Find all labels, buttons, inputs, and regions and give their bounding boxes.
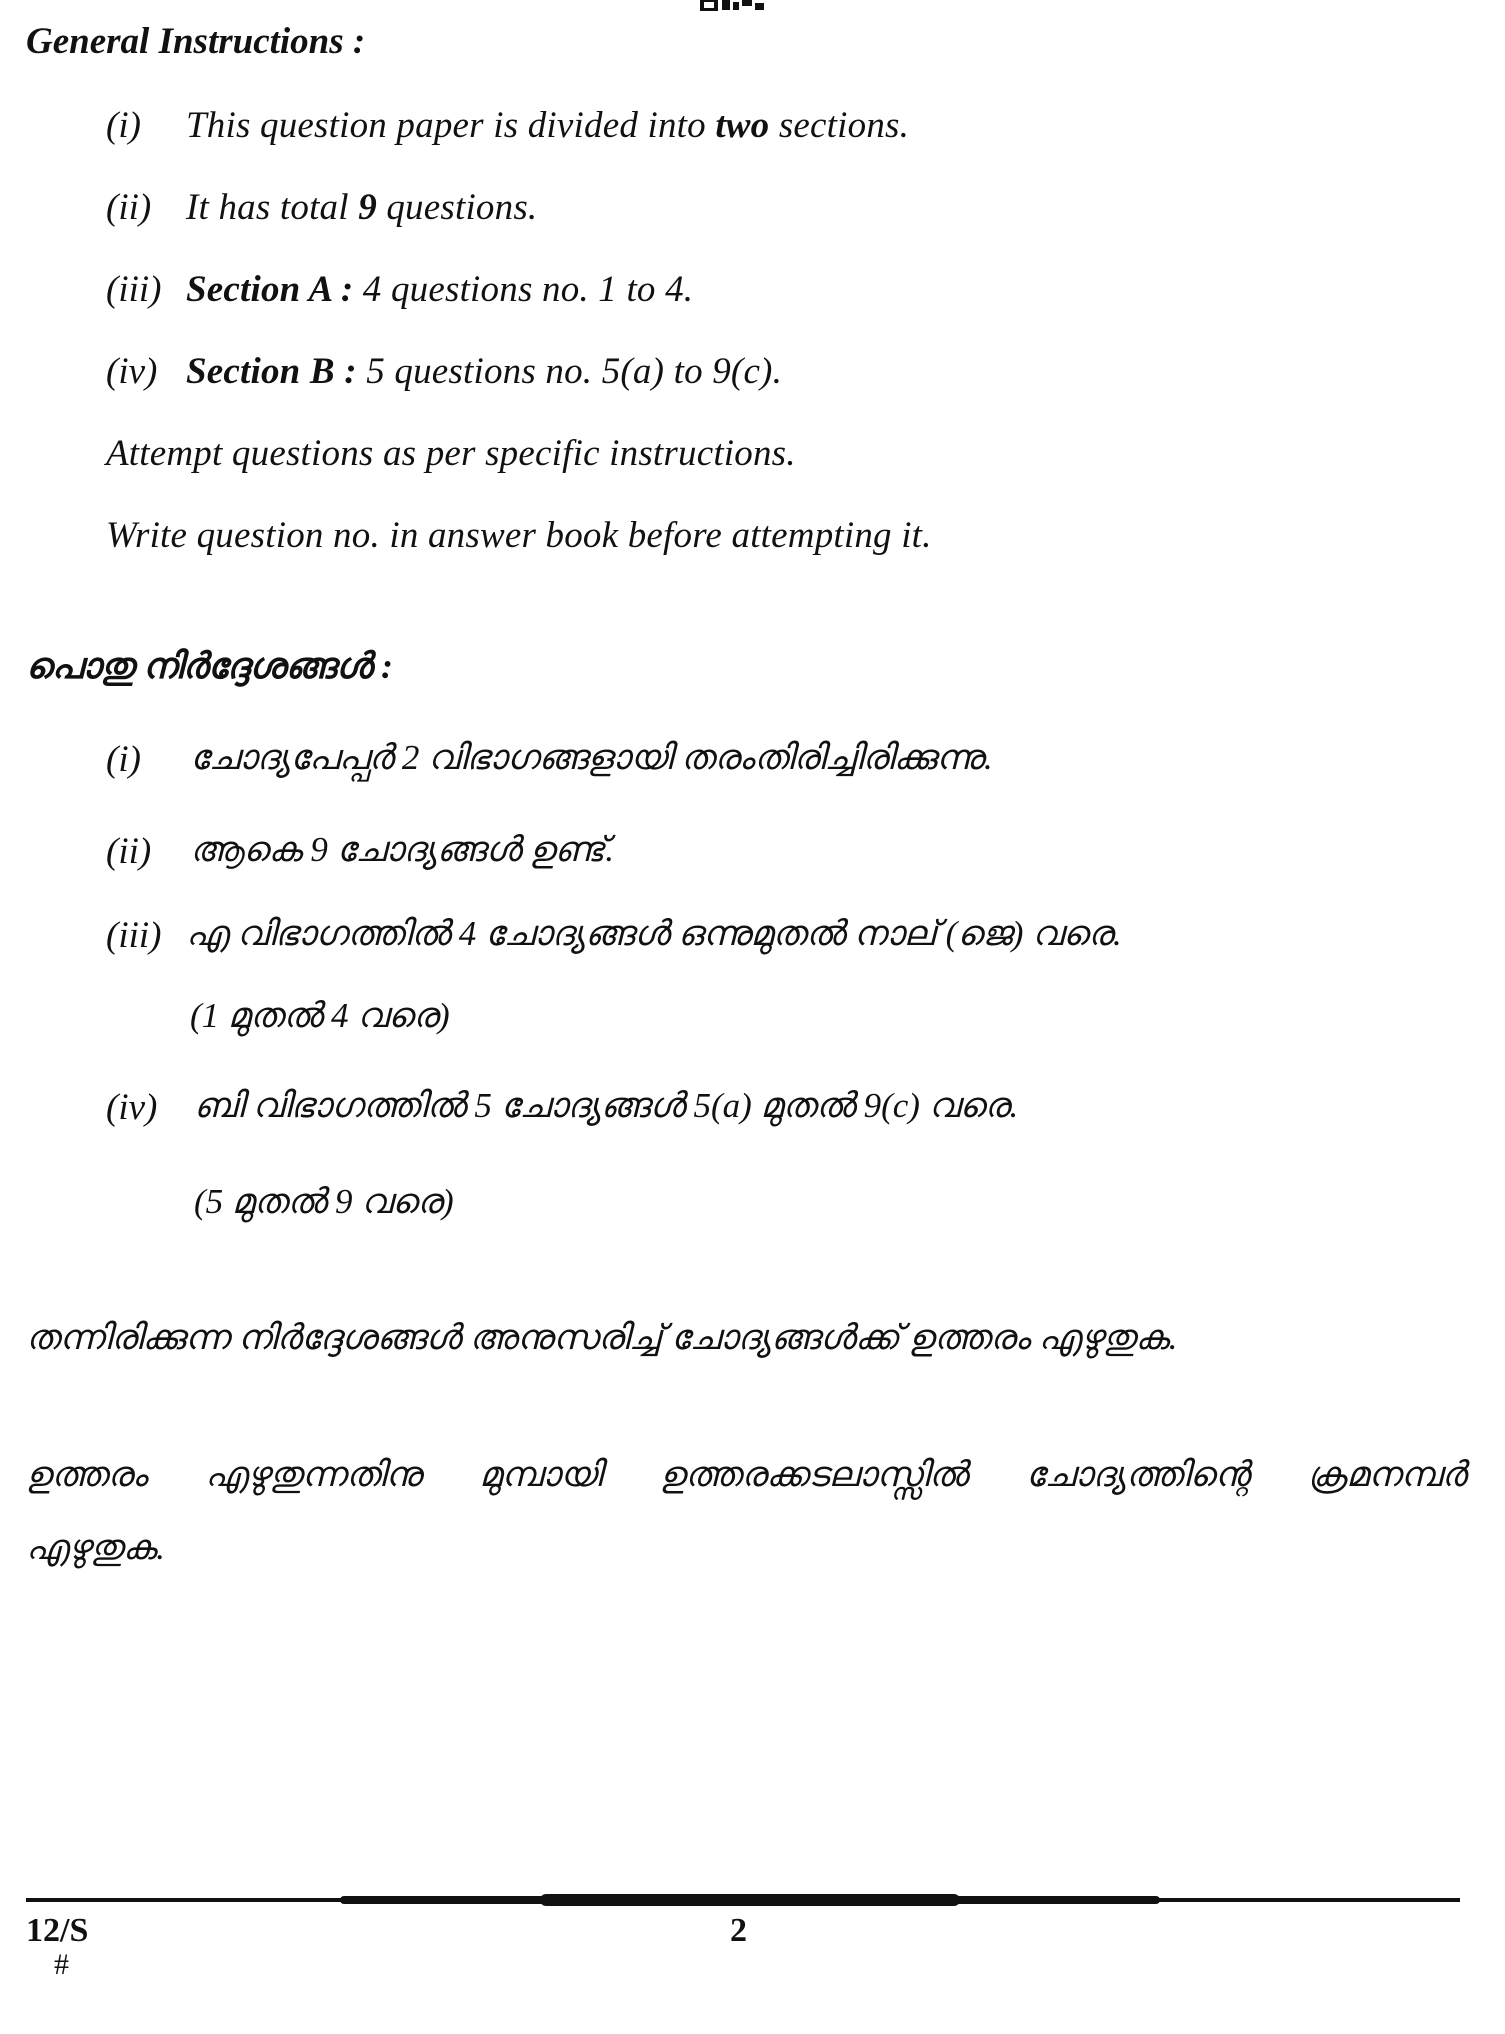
- english-heading: General Instructions :: [26, 21, 366, 62]
- page-number: 2: [730, 1912, 747, 1949]
- item-number: (iv): [106, 351, 158, 392]
- item-text: ചോദ്യപേപ്പർ 2 വിഭാഗങ്ങളായി തരംതിരിച്ചിരിക്കുന്നു.: [190, 738, 993, 777]
- malayalam-heading: പൊതു നിർദ്ദേശങ്ങൾ :: [26, 646, 393, 686]
- item-subtext: (5 മുതൽ 9 വരെ): [194, 1182, 454, 1221]
- item-number: (i): [106, 739, 141, 780]
- malayalam-paragraph-2-line-1: ഉത്തരം എഴുതുന്നതിനു മുമ്പായി ഉത്തരക്കടലാസ്സിൽ ചോദ്യത്തിന്റെ ക്രമനമ്പർ: [26, 1455, 1466, 1494]
- item-text: Section B : 5 questions no. 5(a) to 9(c).: [186, 351, 783, 392]
- item-text: ബി വിഭാഗത്തിൽ 5 ചോദ്യങ്ങൾ 5(a) മുതൽ 9(c) വരെ.: [194, 1086, 1019, 1125]
- malayalam-paragraph-1: തന്നിരിക്കുന്ന നിർദ്ദേശങ്ങൾ അനുസരിച്ച് ചോദ്യങ്ങൾക്ക് ഉത്തരം എഴുതുക.: [26, 1318, 1178, 1357]
- item-text: എ വിഭാഗത്തിൽ 4 ചോദ്യങ്ങൾ ഒന്നുമുതൽ നാല് (ജെ) വരെ.: [186, 914, 1122, 953]
- item-number: (iii): [106, 915, 162, 956]
- qr-code-icon: [700, 0, 766, 11]
- english-note-2: Write question no. in answer book before attempting it.: [106, 515, 932, 556]
- item-number: (i): [106, 105, 141, 146]
- malayalam-paragraph-2-line-2: എഴുതുക.: [26, 1528, 165, 1567]
- english-note-1: Attempt questions as per specific instructions.: [106, 433, 796, 474]
- item-text: ആകെ 9 ചോദ്യങ്ങൾ ഉണ്ട്.: [190, 830, 614, 869]
- item-text: Section A : 4 questions no. 1 to 4.: [186, 269, 694, 310]
- item-text: It has total 9 questions.: [186, 187, 538, 228]
- item-number: (ii): [106, 187, 152, 228]
- paper-code: 12/S: [26, 1912, 89, 1949]
- item-number: (iv): [106, 1087, 158, 1128]
- item-subtext: (1 മുതൽ 4 വരെ): [190, 996, 450, 1035]
- item-number: (iii): [106, 269, 162, 310]
- item-text: This question paper is divided into two sections.: [186, 105, 910, 146]
- hash-mark: #: [54, 1948, 69, 1981]
- item-number: (ii): [106, 831, 152, 872]
